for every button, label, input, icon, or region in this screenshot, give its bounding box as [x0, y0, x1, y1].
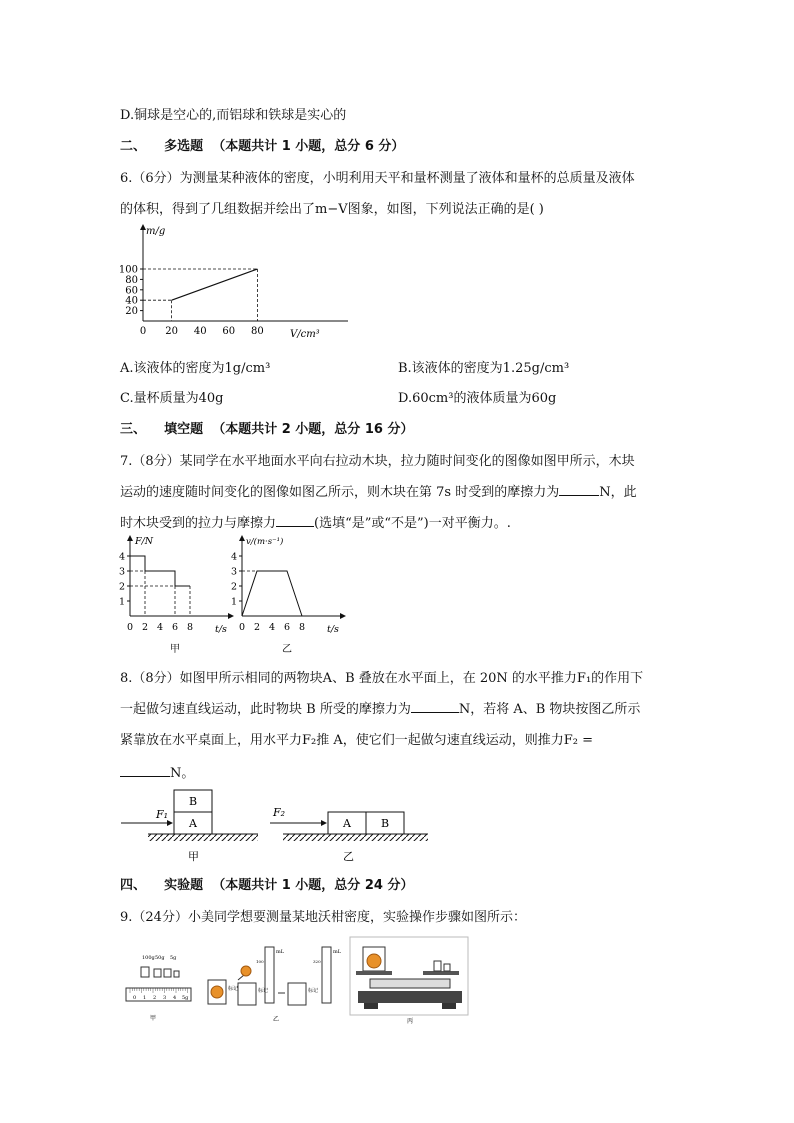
weight-label: 5g — [170, 955, 177, 961]
block-a-label: A — [343, 817, 351, 830]
q6-stem-line-1: 6.（6分）为测量某种液体的密度，小明利用天平和量杯测量了液体和量杯的总质量及液体 — [120, 171, 635, 186]
x-tick-label: 4 — [268, 622, 276, 633]
section-3-heading — [120, 418, 413, 437]
q5-option-d: D.铜球是空心的,而铝球和铁球是实心的 — [120, 108, 347, 123]
x-tick-label: 2 — [253, 622, 261, 633]
q7-text: (选填“是”或“不是”)一对平衡力。. — [314, 516, 511, 531]
measuring-cylinder — [265, 947, 274, 1003]
beaker — [238, 983, 256, 1005]
section-title: 实验题 — [164, 878, 204, 893]
cylinder-scale: 320 — [313, 959, 321, 964]
x-tick-label: 2 — [141, 622, 149, 633]
force-label: F₁ — [156, 808, 169, 821]
cylinder-scale: 100 — [256, 959, 264, 964]
ground-hatch — [283, 834, 428, 841]
x-tick-label: 8 — [186, 622, 194, 633]
figure-caption: 甲 — [150, 1015, 157, 1022]
q7-text: 时木块受到的拉力与摩擦力 — [120, 516, 277, 531]
q8-stem-line-3: 紧靠放在水平桌面上，用水平力F₂推 A，使它们一起做匀速直线运动，则推力F₂ = — [120, 733, 594, 748]
ruler-label: 1 — [143, 995, 147, 1001]
y-tick-label: 20 — [125, 306, 138, 318]
x-axis-label: t/s — [327, 624, 339, 635]
y-tick-label: 100 — [118, 264, 138, 276]
velocity-line — [242, 571, 302, 616]
y-axis-label: F/N — [135, 536, 154, 547]
q7-answer-blank-2[interactable] — [276, 514, 314, 527]
section-4-heading — [120, 874, 413, 893]
q8-text: N。 — [170, 766, 195, 781]
y-tick-label: 1 — [230, 596, 237, 608]
figure-yi-beakers — [208, 947, 342, 1023]
x-tick-label: 80 — [251, 326, 264, 337]
x-tick-label: 6 — [171, 622, 179, 633]
ruler-label: 5g — [182, 995, 189, 1001]
q7-force-time-graph — [115, 533, 235, 655]
y-tick-label: 80 — [125, 274, 138, 286]
q7-stem-line-1: 7.（8分）某同学在水平地面水平向右拉动木块，拉力随时间变化的图像如图甲所示，木块 — [120, 454, 635, 469]
ruler-label: 4 — [173, 995, 177, 1001]
q6-option-d[interactable]: D.60cm³的液体质量为60g — [398, 391, 557, 406]
figure-caption: 甲 — [170, 644, 180, 655]
x-tick-label: 6 — [283, 622, 291, 633]
y-tick-label: 2 — [118, 581, 125, 593]
figure-bing-balance — [350, 937, 468, 1025]
block-b-label: B — [380, 817, 390, 830]
y-tick-label: 3 — [230, 566, 237, 578]
balance-pan — [356, 971, 392, 975]
block-a-label: A — [189, 817, 197, 830]
y-tick-label: 40 — [125, 295, 138, 307]
section-title: 填空题 — [164, 422, 204, 437]
q7-velocity-time-graph — [227, 533, 352, 655]
section-number: 三、 — [120, 422, 147, 437]
q6-stem-line-2: 的体积，得到了几组数据并绘出了m−V图象，如图，下列说法正确的是( ) — [120, 202, 544, 217]
x-tick-label: 0 — [238, 622, 246, 633]
weight-label: 100g — [142, 955, 155, 961]
section-number: 二、 — [120, 139, 147, 154]
arrow — [238, 975, 244, 980]
q6-option-b[interactable]: B.该液体的密度为1.25g/cm³ — [398, 361, 570, 376]
x-tick-label: 4 — [156, 622, 164, 633]
weight-label: 50g — [155, 955, 165, 961]
ruler-label: 2 — [153, 995, 157, 1001]
x-tick-label: 40 — [193, 326, 207, 337]
orange-fruit — [367, 954, 381, 968]
figure-jia — [121, 790, 258, 863]
cylinder-unit: mL — [333, 949, 342, 955]
balance-foot — [364, 1003, 378, 1009]
figure-jia-weights-ruler — [126, 955, 191, 1022]
cylinder-unit: mL — [276, 949, 285, 955]
y-axis-label: v/(m·s⁻¹) — [246, 537, 284, 547]
q8-text: 一起做匀速直线运动，此时物块 B 所受的摩擦力为 — [120, 702, 411, 717]
x-tick-label: 0 — [126, 622, 134, 633]
section-info: （本题共计 1 小题，总分 24 分） — [212, 878, 414, 893]
figure-caption: 乙 — [282, 644, 292, 655]
q8-stem-line-2 — [120, 698, 640, 717]
y-axis-label: m/g — [146, 226, 166, 237]
q7-answer-blank-1[interactable] — [559, 483, 599, 496]
ruler-label: 0 — [133, 995, 137, 1001]
force-step-line — [130, 556, 190, 586]
orange-fruit — [211, 986, 223, 998]
figure-caption: 乙 — [273, 1016, 280, 1023]
figure-yi — [270, 806, 428, 863]
q6-option-a[interactable]: A.该液体的密度为1g/cm³ — [120, 361, 271, 376]
orange-fruit — [241, 966, 251, 976]
ground-hatch — [148, 834, 258, 841]
balance-foot — [442, 1003, 456, 1009]
q7-stem-line-3 — [120, 512, 511, 531]
x-axis-label: V/cm³ — [290, 329, 320, 340]
figure-caption: 甲 — [188, 850, 199, 863]
section-info: （本题共计 2 小题，总分 16 分） — [212, 422, 414, 437]
force-label: F₂ — [273, 806, 286, 819]
x-tick-label: 20 — [165, 326, 178, 337]
measuring-cylinder — [322, 947, 331, 1003]
weight-icon — [141, 967, 149, 977]
block-b-label: B — [188, 795, 198, 808]
q8-answer-blank-2[interactable] — [120, 764, 170, 777]
q7-text: 运动的速度随时间变化的图像如图乙所示，则木块在第 7s 时受到的摩擦力为 — [120, 485, 560, 500]
y-tick-label: 60 — [125, 285, 138, 297]
x-tick-label: 8 — [298, 622, 306, 633]
q6-option-c[interactable]: C.量杯质量为40g — [120, 391, 224, 406]
q8-stem-line-1: 8.（8分）如图甲所示相同的两物块A、B 叠放在水平面上，在 20N 的水平推力F₁的作用下 — [120, 671, 644, 686]
mark-label: 标记 — [258, 988, 269, 994]
x-tick-label: 0 — [139, 326, 147, 337]
balance-beam — [370, 979, 450, 988]
y-tick-label: 2 — [230, 581, 237, 593]
figure-caption: 丙 — [407, 1018, 414, 1025]
balance-base — [358, 991, 462, 1003]
x-axis-label: t/s — [215, 624, 227, 635]
y-tick-label: 1 — [118, 596, 125, 608]
q6-mv-graph — [118, 220, 348, 345]
weight-icon — [174, 971, 179, 977]
q7-stem-line-2 — [120, 481, 637, 500]
ruler-label: 3 — [163, 995, 167, 1001]
mark-label: 标记 — [228, 986, 239, 992]
beaker — [288, 983, 306, 1005]
section-2-heading — [120, 135, 404, 154]
figure-caption: 乙 — [343, 850, 354, 863]
mark-label: 标记 — [308, 988, 319, 994]
weight-icon — [154, 969, 161, 977]
q9-experiment-figure — [118, 935, 470, 1027]
weight-icon — [164, 969, 171, 977]
section-info: （本题共计 1 小题，总分 6 分） — [212, 139, 405, 154]
data-line — [172, 269, 258, 300]
section-number: 四、 — [120, 878, 147, 893]
weight-icon — [444, 964, 450, 971]
y-tick-label: 4 — [230, 551, 237, 563]
balance-pan — [423, 971, 459, 975]
q7-text: N，此 — [599, 485, 637, 500]
q8-block-figures — [118, 783, 438, 865]
q8-answer-blank-1[interactable] — [411, 700, 459, 713]
section-title: 多选题 — [164, 139, 204, 154]
q8-stem-line-4 — [120, 762, 194, 781]
y-tick-label: 4 — [118, 551, 125, 563]
q8-text: N，若将 A、B 物块按图乙所示 — [458, 702, 641, 717]
q9-stem-line-1: 9.（24分）小美同学想要测量某地沃柑密度，实验操作步骤如图所示： — [120, 910, 526, 925]
weight-icon — [434, 961, 441, 971]
x-tick-label: 60 — [222, 326, 236, 337]
y-tick-label: 3 — [118, 566, 125, 578]
